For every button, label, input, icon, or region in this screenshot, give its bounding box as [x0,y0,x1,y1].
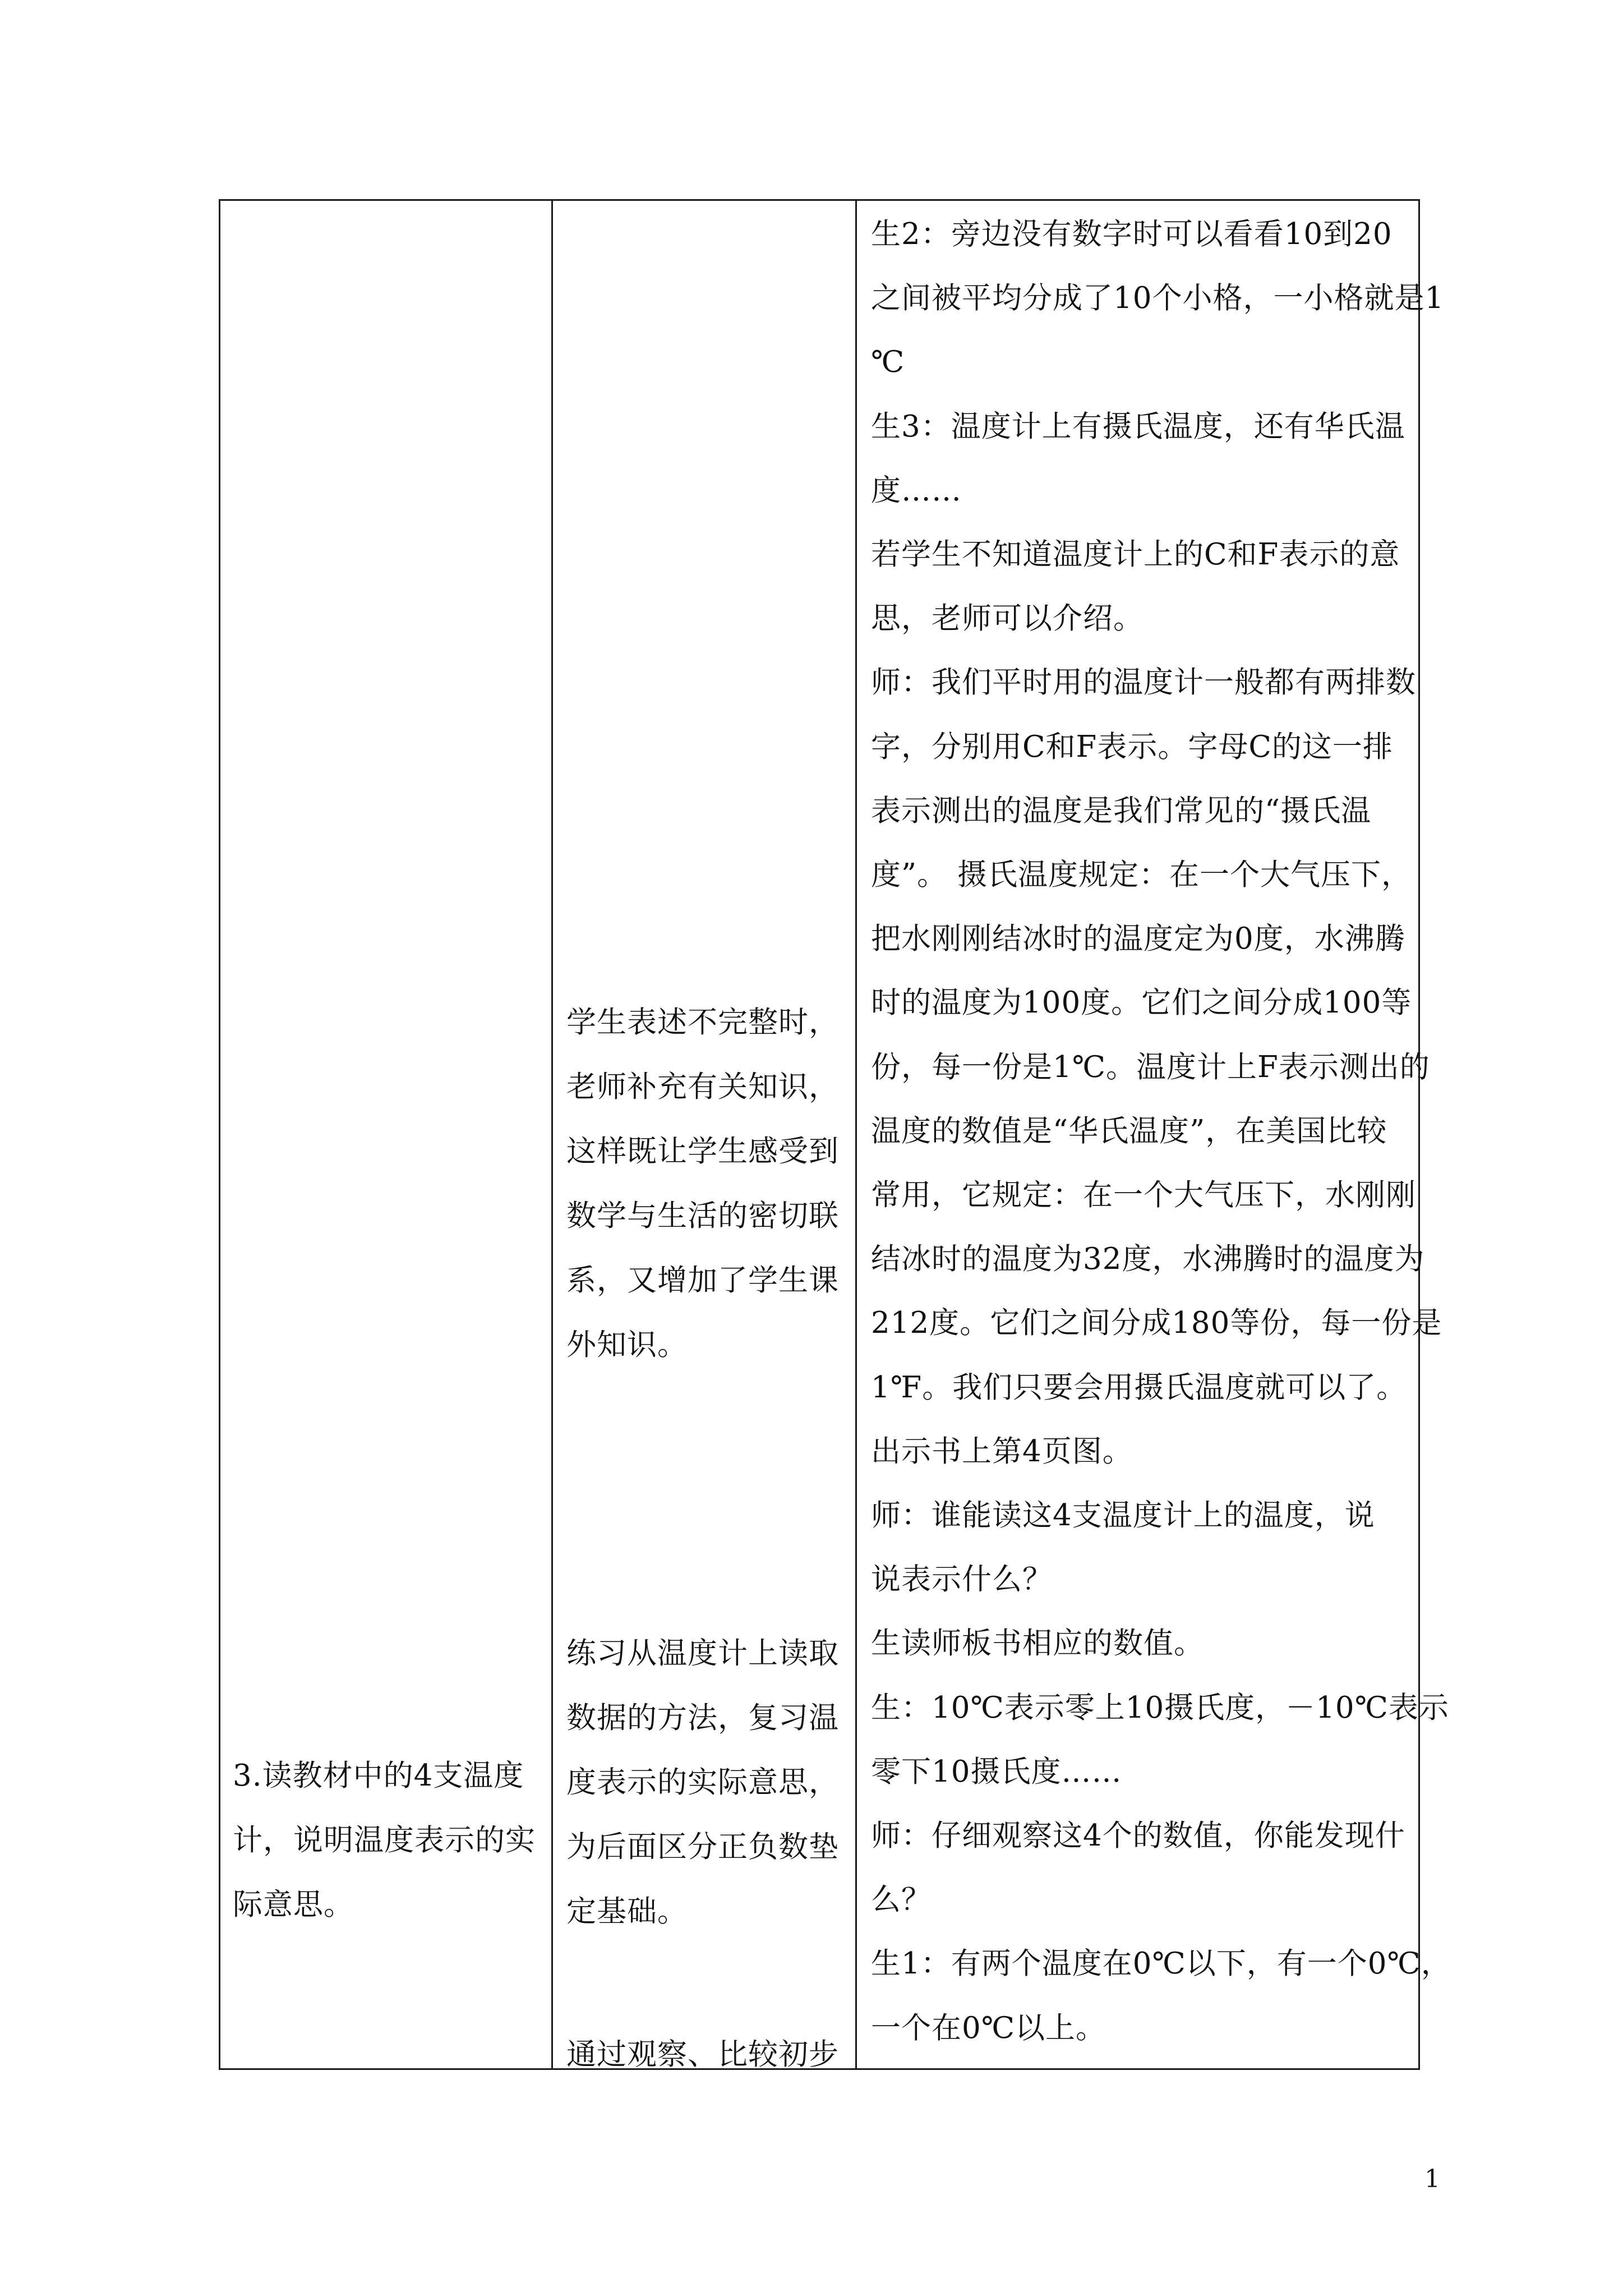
col3-line: 结冰时的温度为32度，水沸腾时的温度为 [871,1242,1425,1277]
column-teaching-process [857,201,1451,2068]
col3-line: 生2：旁边没有数字时可以看看10到20 [871,217,1393,251]
col3-line: 思，老师可以介绍。 [871,601,1144,636]
col2-line: 外知识。 [566,1328,688,1362]
col3-line: 出示书上第4页图。 [871,1434,1133,1469]
col3-line: 生3：温度计上有摄氏温度，还有华氏温 [871,409,1405,444]
col3-line: 么？ [871,1883,932,1917]
col3-line: 生1：有两个温度在0℃以下，有一个0℃， [871,1947,1451,1981]
col3-line: 常用，它规定：在一个大气压下，水刚刚 [871,1178,1416,1212]
col3-line: 时的温度为100度。它们之间分成100等 [871,986,1412,1020]
col3-line: 份，每一份是1℃。温度计上F表示测出的 [871,1050,1430,1084]
column-design-intent [553,201,855,2072]
col3-line: 若学生不知道温度计上的C和F表示的意 [871,537,1400,572]
col2-line: 学生表述不完整时， [566,1005,839,1039]
col3-line: 生读师板书相应的数值。 [871,1626,1204,1661]
col3-line: 零下10摄氏度…… [871,1754,1122,1789]
col2-line: 度表示的实际意思， [566,1765,839,1800]
col3-line: 1℉。我们只要会用摄氏温度就可以了。 [871,1370,1407,1405]
column-activity [220,201,551,2068]
col3-line: 说表示什么？ [871,1562,1053,1597]
col3-line: ℃ [871,345,905,380]
col2-line: 为后面区分正负数垫 [566,1830,839,1864]
col1-line: 际意思。 [233,1888,354,1922]
col3-line: 把水刚刚结冰时的温度定为0度，水沸腾 [871,922,1405,956]
col3-line: 度…… [871,473,962,508]
col2-line: 数据的方法，复习温 [566,1701,839,1735]
page-number: 1 [1424,2165,1440,2193]
col3-line: 师：我们平时用的温度计一般都有两排数 [871,665,1416,700]
col3-line: 表示测出的温度是我们常见的“摄氏温 [871,793,1372,828]
col2-line: 练习从温度计上读取 [566,1636,839,1671]
lesson-table [219,199,1451,2072]
col3-line: 生：10℃表示零上10摄氏度，－10℃表示 [871,1690,1449,1725]
col2-line: 定基础。 [566,1894,688,1929]
col2-line: 数学与生活的密切联 [566,1199,839,1233]
col2-line: 老师补充有关知识， [566,1070,839,1104]
col3-line: 字，分别用C和F表示。字母C的这一排 [871,729,1393,764]
col1-line: 3.读教材中的4支温度 [233,1759,524,1793]
col3-line: 温度的数值是“华氏温度”，在美国比较 [871,1114,1387,1148]
col3-line: 师：谁能读这4支温度计上的温度，说 [871,1498,1375,1533]
col3-line: 师：仔细观察这4个的数值，你能发现什 [871,1819,1405,1853]
col1-line: 计，说明温度表示的实 [233,1823,536,1857]
col2-line: 通过观察、比较初步 [566,2037,839,2072]
col3-line: 一个在0℃以上。 [871,2010,1106,2045]
col2-line: 这样既让学生感受到 [566,1134,839,1168]
col3-line: 度”。 摄氏温度规定：在一个大气压下， [871,858,1412,892]
col3-line: 之间被平均分成了10个小格，一小格就是1 [871,281,1445,316]
col2-line: 系，又增加了学生课 [566,1263,839,1297]
col3-line: 212度。它们之间分成180等份，每一份是 [871,1306,1442,1341]
